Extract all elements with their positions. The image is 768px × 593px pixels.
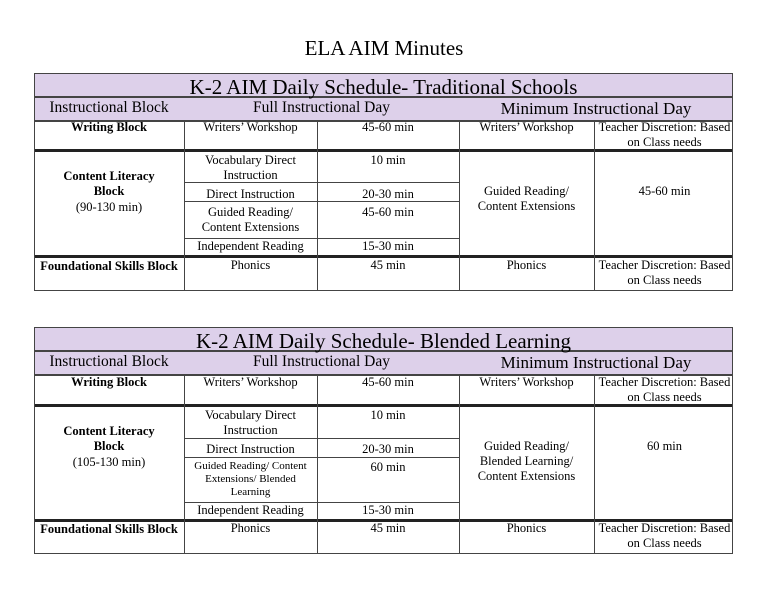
content-row-activity: Independent Reading (197, 503, 304, 517)
table-bottom-line (34, 290, 733, 291)
foundational-full-time: 45 min (370, 521, 406, 535)
foundational-full-activity: Phonics (230, 258, 271, 272)
header-instructional-block: Instructional Block (49, 99, 169, 116)
writing-full-activity: Writers’ Workshop (203, 120, 298, 134)
content-min-time: 60 min (646, 439, 683, 453)
header-minimum-day: Minimum Instructional Day (500, 353, 692, 372)
content-block-label: Content Literacy Block (63, 424, 155, 453)
writing-min-activity: Writers’ Workshop (479, 375, 574, 389)
writing-min-activity: Writers’ Workshop (479, 120, 574, 134)
content-row-time: 45-60 min (362, 205, 414, 219)
content-row-activity: Vocabulary Direct Instruction (204, 408, 297, 437)
grid-line (184, 438, 459, 439)
foundational-min-activity: Phonics (506, 521, 547, 535)
content-row-activity: Vocabulary Direct Instruction (204, 153, 297, 182)
foundational-block-label: Foundational Skills Block (40, 522, 178, 536)
writing-min-time: Teacher Discretion: Based on Class needs (598, 120, 731, 149)
header-full-day: Full Instructional Day (253, 353, 390, 370)
content-row-activity: Direct Instruction (206, 187, 295, 201)
content-block-range: (90-130 min) (75, 200, 143, 214)
foundational-min-time: Teacher Discretion: Based on Class needs (598, 258, 731, 287)
writing-block-label: Writing Block (71, 120, 147, 134)
writing-full-activity: Writers’ Workshop (203, 375, 298, 389)
foundational-min-time: Teacher Discretion: Based on Class needs (598, 521, 731, 550)
content-min-time: 45-60 min (638, 184, 691, 198)
table-bottom-line (34, 553, 733, 554)
grid-line (184, 457, 459, 458)
content-row-activity: Guided Reading/ Content Extensions (201, 205, 300, 234)
schedule-table-blended (34, 327, 733, 554)
table-title: K-2 AIM Daily Schedule- Traditional Schools (189, 75, 578, 99)
column-line (594, 375, 595, 554)
header-minimum-day: Minimum Instructional Day (500, 99, 692, 118)
content-row-activity: Direct Instruction (206, 442, 295, 456)
header-instructional-block: Instructional Block (49, 353, 169, 370)
content-row-time: 60 min (370, 460, 406, 474)
writing-block-label: Writing Block (71, 375, 147, 389)
content-row-time: 10 min (370, 153, 406, 167)
foundational-full-activity: Phonics (230, 521, 271, 535)
header-full-day: Full Instructional Day (253, 99, 390, 116)
writing-full-time: 45-60 min (362, 120, 414, 134)
content-row-activity: Guided Reading/ Content Extensions/ Blended Learning (194, 460, 307, 498)
foundational-block-label: Foundational Skills Block (40, 259, 178, 273)
foundational-min-activity: Phonics (506, 258, 547, 272)
foundational-full-time: 45 min (370, 258, 406, 272)
writing-full-time: 45-60 min (362, 375, 414, 389)
content-row-time: 15-30 min (362, 503, 414, 517)
table-title: K-2 AIM Daily Schedule- Blended Learning (196, 329, 571, 353)
content-row-time: 20-30 min (362, 187, 414, 201)
column-line (594, 121, 595, 291)
page-title: ELA AIM Minutes (304, 36, 464, 60)
schedule-table-traditional (34, 73, 733, 291)
content-row-activity: Independent Reading (197, 239, 304, 253)
content-block-label: Content Literacy Block (63, 169, 155, 198)
content-min-activity: Guided Reading/ Content Extensions (477, 184, 576, 213)
content-block-range: (105-130 min) (72, 455, 146, 469)
content-min-activity: Guided Reading/ Blended Learning/ Content Extensions (477, 439, 576, 483)
content-row-time: 15-30 min (362, 239, 414, 253)
writing-min-time: Teacher Discretion: Based on Class needs (598, 375, 731, 404)
content-row-time: 20-30 min (362, 442, 414, 456)
content-row-time: 10 min (370, 408, 406, 422)
